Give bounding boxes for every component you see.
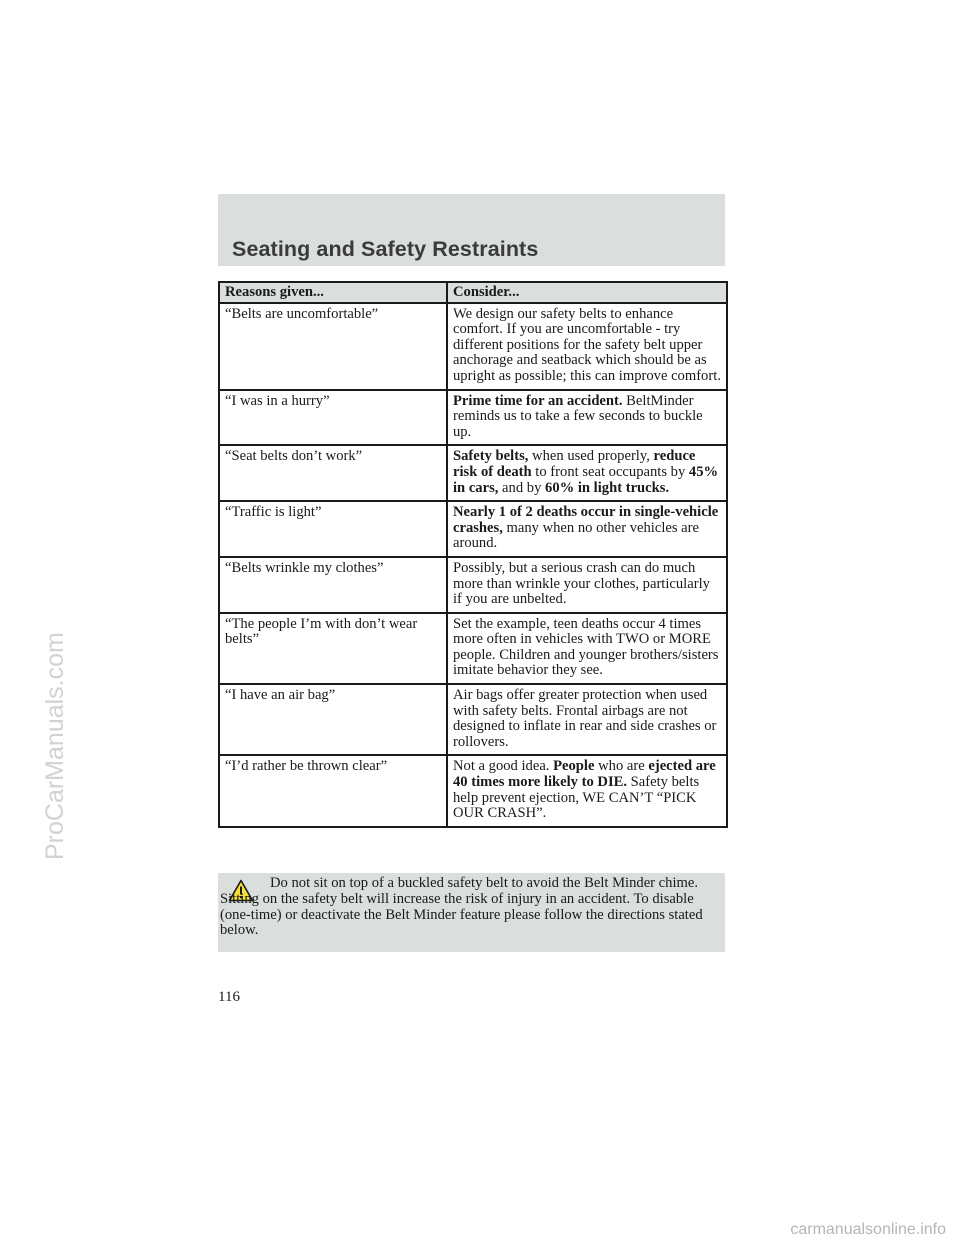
watermark-text: ProCarManuals.com [41,632,69,860]
table-row [219,557,727,613]
table-row [219,390,727,446]
reason-cell: “I was in a hurry” [219,390,447,446]
consider-cell: Safety belts, when used properly, reduce risk of death to front seat occupants by 45% in cars, and by 60% in light trucks. [447,445,727,501]
reasons-table [218,281,728,828]
consider-cell: We design our safety belts to enhance comfort. If you are uncomfortable - try different positions for the safety belt upper anchorage and seatback which should be as upright as possible; this can improve comfort. [447,303,727,390]
consider-cell: Possibly, but a serious crash can do much more than wrinkle your clothes, particularly if you are unbelted. [447,557,727,613]
reason-cell: “Traffic is light” [219,501,447,557]
section-title: Seating and Safety Restraints [232,237,539,261]
consider-cell: Nearly 1 of 2 deaths occur in single-vehicle crashes, many when no other vehicles are around. [447,501,727,557]
warning-text: Do not sit on top of a buckled safety belt to avoid the Belt Minder chime. Sitting on the safety belt will increase the risk of injury in an accident. To disable (one-time) or deactivate the Belt Minder feature please follow the directions stated below. [220,875,703,939]
reason-cell: “Belts are uncomfortable” [219,303,447,390]
column-header-consider: Consider... [447,282,727,303]
table-row [219,684,727,755]
table-row [219,755,727,826]
consider-cell: Set the example, teen deaths occur 4 times more often in vehicles with TWO or MORE people. Children and younger brothers/sisters imitate behavior they see. [447,613,727,684]
warning-box [218,873,725,952]
table-row [219,613,727,684]
column-header-reasons: Reasons given... [219,282,447,303]
reason-cell: “Belts wrinkle my clothes” [219,557,447,613]
consider-cell: Air bags offer greater protection when used with safety belts. Frontal airbags are not designed to inflate in rear and side crashes or rollovers. [447,684,727,755]
footer-url: carmanualsonline.info [790,1221,946,1238]
reason-cell: “Seat belts don’t work” [219,445,447,501]
reason-cell: “I have an air bag” [219,684,447,755]
reason-cell: “The people I’m with don’t wear belts” [219,613,447,684]
consider-cell: Not a good idea. People who are ejected are 40 times more likely to DIE. Safety belts help prevent ejection, WE CAN’T “PICK OUR CRASH”. [447,755,727,826]
reason-cell: “I’d rather be thrown clear” [219,755,447,826]
table-row [219,303,727,390]
consider-cell: Prime time for an accident. BeltMinder reminds us to take a few seconds to buckle up. [447,390,727,446]
table-header-row [219,282,727,303]
table-row [219,445,727,501]
page-number: 116 [218,989,240,1005]
table-row [219,501,727,557]
